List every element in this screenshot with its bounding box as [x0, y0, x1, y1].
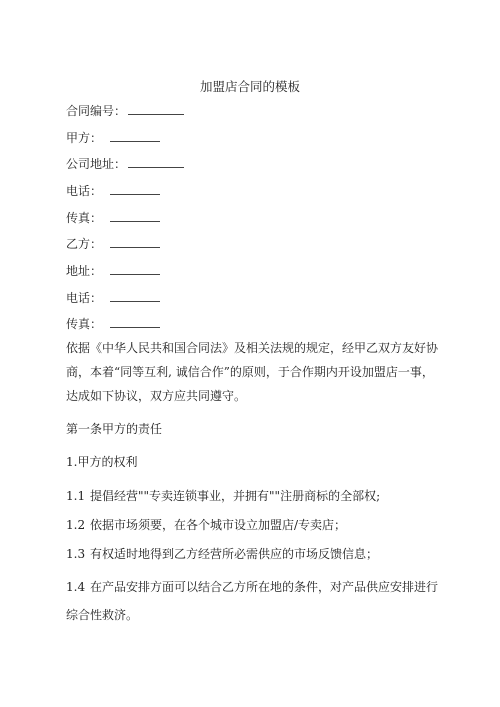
field-label: 公司地址： — [66, 157, 127, 171]
fill-blank — [110, 183, 160, 195]
fill-blank — [128, 103, 184, 115]
clause-text: 有权适时地得到乙方经营所必需供应的市场反馈信息； — [90, 547, 379, 561]
clause-item — [66, 573, 442, 629]
field-label: 电话： — [66, 184, 103, 198]
article-heading: 第一条甲方的责任 — [66, 422, 163, 436]
party-a-fax-field — [66, 210, 160, 226]
clause-number: 1.1 — [66, 489, 86, 503]
party-b-field — [66, 236, 160, 252]
fill-blank — [110, 263, 160, 275]
party-a-phone-field — [66, 183, 160, 199]
party-b-phone-field — [66, 290, 160, 306]
clause-text: 提倡经营""专卖连锁事业，并拥有""注册商标的全部权; — [90, 489, 381, 503]
clause-item — [66, 517, 346, 533]
party-b-address-field — [66, 263, 160, 279]
field-label: 传真： — [66, 317, 103, 331]
clause-number: 1.4 — [66, 580, 86, 594]
fill-blank — [110, 316, 160, 328]
clause-text: 在产品安排方面可以结合乙方所在地的条件，对产品供应安排进行综合性救济。 — [66, 580, 439, 622]
clause-number: 1.2 — [66, 518, 86, 532]
contract-number-field — [66, 103, 184, 119]
section-heading: 1.甲方的权利 — [66, 455, 138, 469]
clause-text: 依据市场须要，在各个城市设立加盟店/专卖店； — [90, 518, 347, 532]
clause-number: 1.3 — [66, 547, 86, 561]
field-label: 合同编号： — [66, 104, 127, 118]
fill-blank — [110, 130, 160, 142]
field-label: 传真： — [66, 211, 103, 225]
party-b-fax-field — [66, 316, 160, 332]
party-a-field — [66, 130, 160, 146]
company-address-field — [66, 156, 184, 172]
field-label: 乙方： — [66, 237, 103, 251]
field-label: 地址： — [66, 264, 103, 278]
fill-blank — [128, 156, 184, 168]
document-title: 加盟店合同的模板 — [199, 79, 300, 94]
intro-paragraph: 依据《中华人民共和国合同法》及相关法规的规定，经甲乙双方友好协商，本着“同等互利, 诚信合作”的原则，于合作期内开设加盟店一事，达成如下协议，双方应共同遵守。 — [66, 341, 439, 403]
fill-blank — [110, 210, 160, 222]
field-label: 电话： — [66, 291, 103, 305]
field-label: 甲方： — [66, 131, 103, 145]
fill-blank — [110, 236, 160, 248]
clause-item — [66, 488, 380, 504]
fill-blank — [110, 290, 160, 302]
clause-item — [66, 546, 378, 562]
